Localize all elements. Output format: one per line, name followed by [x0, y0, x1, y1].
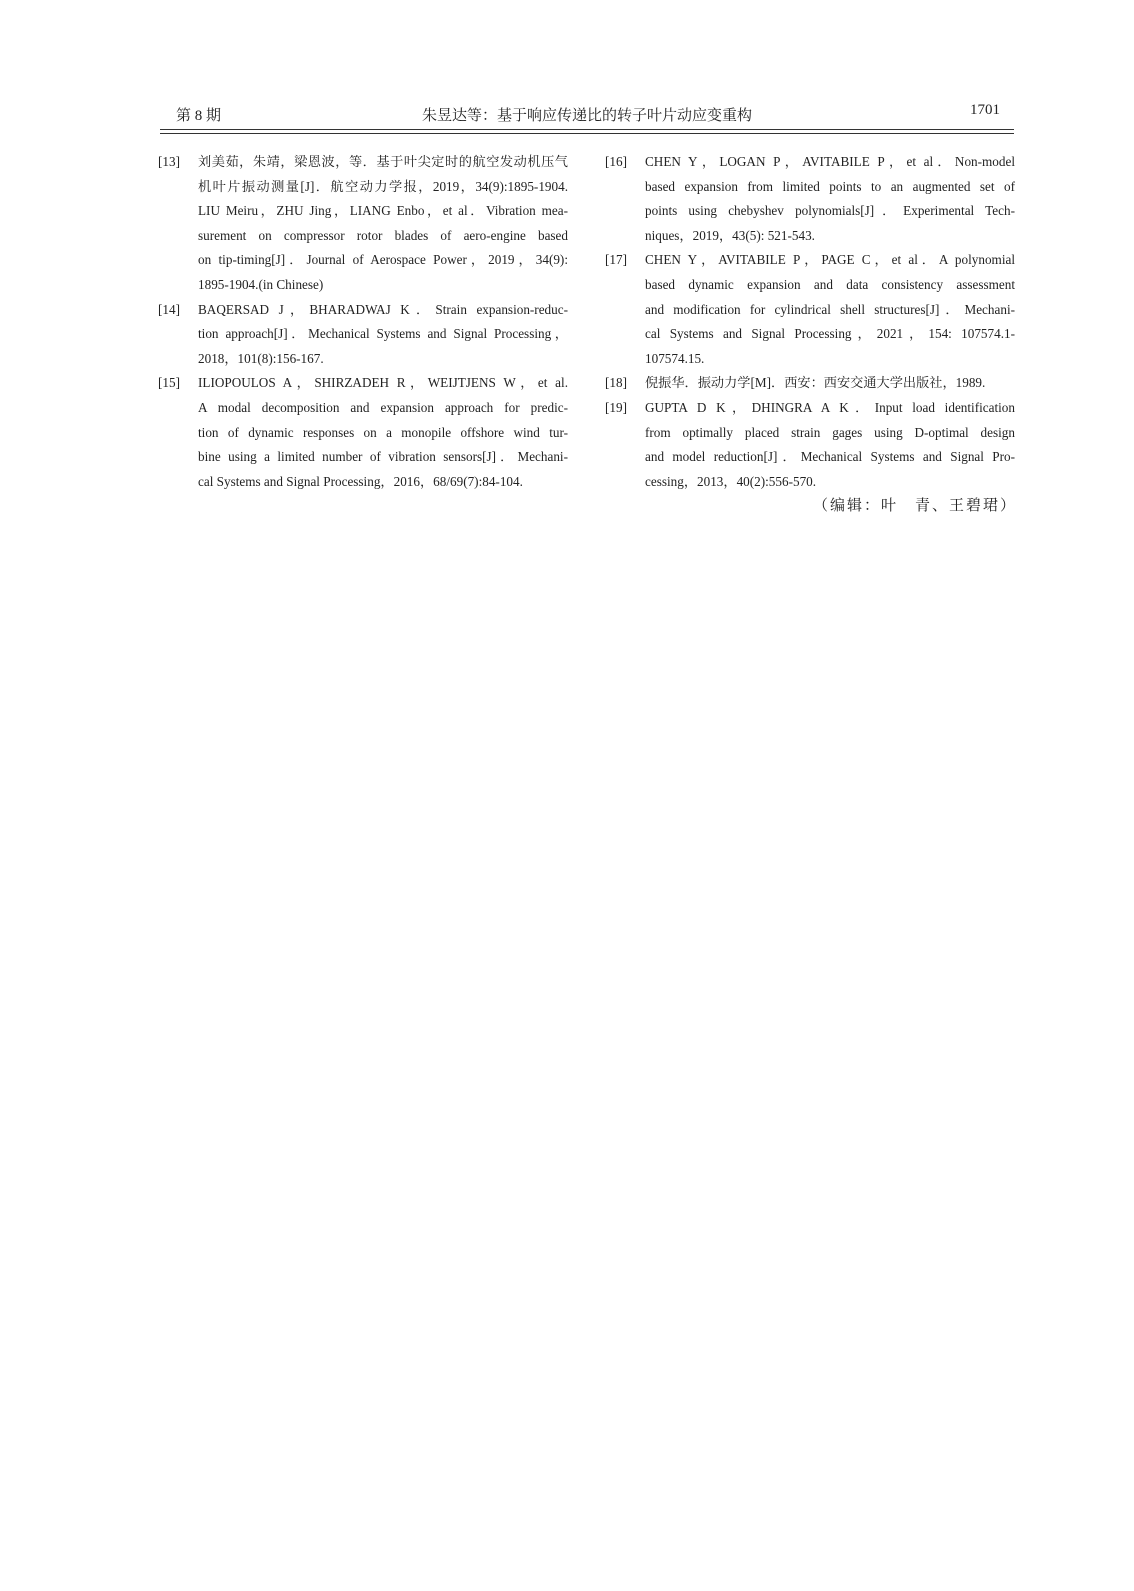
reference-entry	[158, 150, 568, 298]
reference-line: 2018，101(8):156-167.	[198, 350, 324, 366]
reference-line: surement on compressor rotor blades of aero-engine based	[198, 227, 568, 243]
reference-number: [13]	[158, 154, 180, 169]
reference-line: GUPTA D K，DHINGRA A K．Input load identification	[645, 399, 1015, 415]
reference-number: [16]	[605, 154, 627, 169]
reference-entry	[158, 371, 568, 494]
reference-entry	[605, 371, 1015, 396]
issue-number: 第 8 期	[176, 108, 222, 124]
references-right-column	[605, 150, 1015, 494]
reference-line: 107574.15.	[645, 350, 705, 366]
reference-number: [17]	[605, 252, 627, 268]
page-number: 1701	[970, 102, 1000, 118]
reference-line: niques，2019，43(5): 521-543.	[645, 227, 815, 243]
running-header	[160, 104, 1014, 128]
reference-line: LIU Meiru，ZHU Jing，LIANG Enbo，et al．Vibration mea-	[198, 203, 568, 219]
reference-line: cessing，2013，40(2):556-570.	[645, 473, 817, 489]
reference-entry	[605, 396, 1015, 494]
reference-line: based dynamic expansion and data consistency assessment	[645, 276, 1015, 292]
reference-number: [15]	[158, 375, 180, 391]
header-rule-thick	[160, 129, 1014, 130]
reference-line: tion of dynamic responses on a monopile offshore wind tur-	[198, 424, 568, 440]
reference-line: points using chebyshev polynomials[J]．Experimental Tech-	[645, 203, 1015, 219]
reference-entry	[605, 248, 1015, 371]
reference-line: CHEN Y，AVITABILE P，PAGE C，et al．A polynomial	[645, 252, 1015, 268]
reference-line: bine using a limited number of vibration sensors[J]．Mechani-	[198, 449, 568, 465]
header-rule-thin	[160, 133, 1014, 134]
reference-number: [14]	[158, 301, 180, 317]
reference-line: A modal decomposition and expansion approach for predic-	[198, 399, 568, 415]
reference-line: from optimally placed strain gages using D-optimal design	[645, 424, 1015, 440]
reference-line: based expansion from limited points to an augmented set of	[645, 178, 1015, 194]
reference-line: cal Systems and Signal Processing，2021，154: 107574.1-	[645, 326, 1015, 342]
reference-line: and modification for cylindrical shell structures[J]．Mechani-	[645, 301, 1015, 317]
references-left-column	[158, 150, 568, 494]
reference-line: 倪振华．振动力学[M]．西安：西安交通大学出版社，1989.	[645, 375, 986, 391]
reference-line: on tip-timing[J]．Journal of Aerospace Power，2019，34(9):	[198, 252, 568, 268]
reference-number: [18]	[605, 375, 627, 391]
reference-line: 刘美茹，朱靖，梁恩波，等．基于叶尖定时的航空发动机压气	[198, 154, 568, 169]
reference-entry	[158, 298, 568, 372]
reference-line: cal Systems and Signal Processing，2016，68/69(7):84-104.	[198, 473, 523, 489]
running-title: 朱昱达等：基于响应传递比的转子叶片动应变重构	[421, 108, 752, 124]
reference-entry	[605, 150, 1015, 248]
reference-number: [19]	[605, 399, 627, 415]
editor-note: （编辑：叶 青、王碧珺）	[812, 496, 1017, 514]
reference-line: ILIOPOULOS A，SHIRZADEH R，WEIJTJENS W，et al.	[198, 375, 568, 391]
reference-line: 1895-1904.(in Chinese)	[198, 276, 324, 292]
reference-line: 机叶片振动测量[J]．航空动力学报，2019，34(9):1895-1904.	[198, 178, 568, 194]
reference-line: and model reduction[J]．Mechanical Systems and Signal Pro-	[645, 449, 1015, 465]
reference-line: tion approach[J]．Mechanical Systems and Signal Processing，	[198, 326, 568, 342]
reference-line: BAQERSAD J，BHARADWAJ K．Strain expansion-reduc-	[198, 301, 568, 317]
reference-line: CHEN Y，LOGAN P，AVITABILE P，et al．Non-model	[645, 154, 1015, 169]
